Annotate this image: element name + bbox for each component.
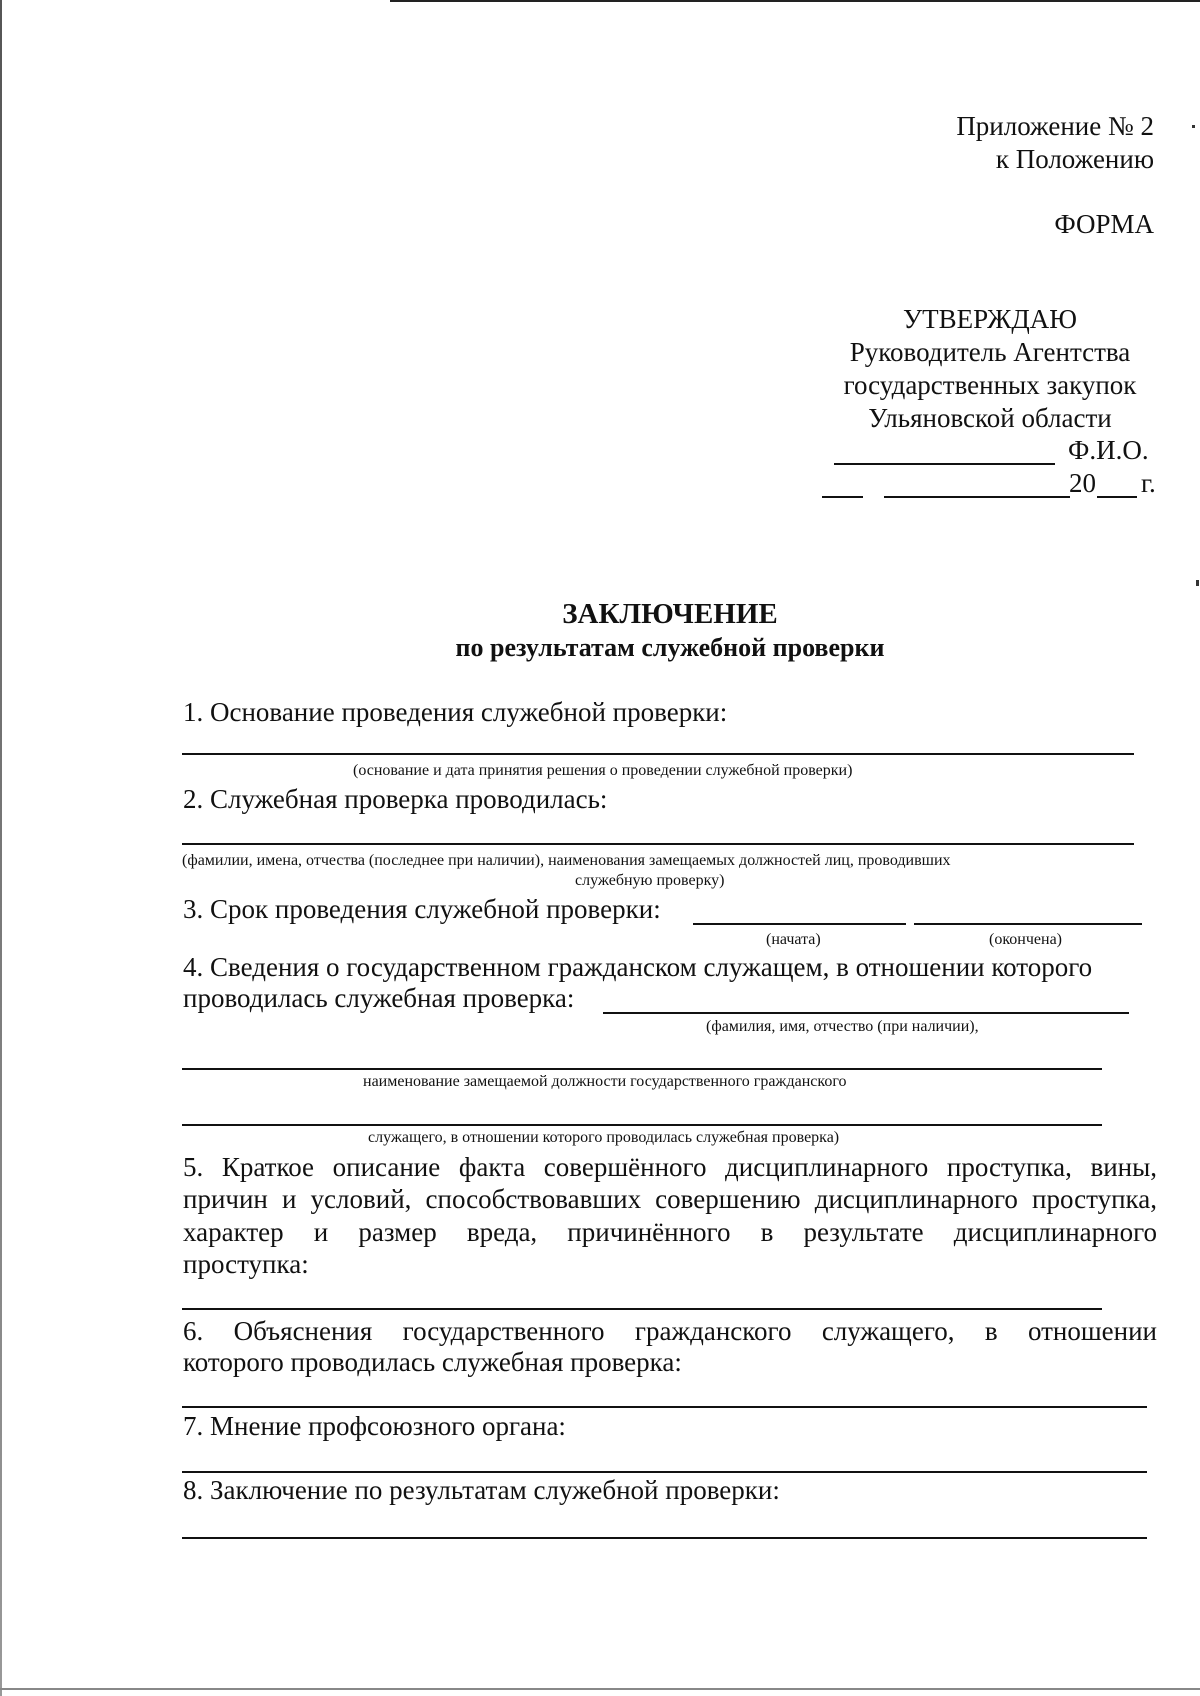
- item-5-label-b: причин и условий, способствовавших совершению дисциплинарного проступка,: [183, 1184, 1157, 1214]
- item-5-line: [182, 1308, 1102, 1310]
- approval-position-line1: Руководитель Агентства: [849, 337, 1131, 367]
- item-2-hint-a: (фамилии, имена, отчества (последнее при наличии), наименования замещаемых должностей лиц, проводивших: [182, 852, 951, 869]
- scan-edge-top: [390, 0, 1200, 2]
- item-3-start-line: [693, 923, 906, 925]
- item-6-label-a: 6. Объяснения государственного гражданского служащего, в отношении: [183, 1316, 1157, 1346]
- item-1-line: [182, 753, 1134, 755]
- scan-edge-left: [0, 0, 2, 1696]
- appendix-label: Приложение № 2: [956, 111, 1154, 141]
- date-year-prefix: 20: [1069, 468, 1096, 498]
- approval-position-line3: Ульяновской области: [868, 403, 1112, 433]
- document-title: ЗАКЛЮЧЕНИЕ: [562, 598, 778, 630]
- form-label: ФОРМА: [1054, 209, 1154, 239]
- scan-speck: [1192, 125, 1195, 128]
- item-2-hint-b: служебную проверку): [575, 872, 725, 889]
- date-year-line: [1097, 496, 1137, 498]
- item-1-label: 1. Основание проведения служебной проверки:: [183, 697, 728, 727]
- item-5-label-a: 5. Краткое описание факта совершённого дисциплинарного проступка, вины,: [183, 1152, 1157, 1182]
- item-4-hint-a: (фамилия, имя, отчество (при наличии),: [706, 1018, 979, 1035]
- item-4-label-b: проводилась служебная проверка:: [183, 983, 575, 1013]
- item-6-line: [182, 1406, 1147, 1408]
- item-3-label: 3. Срок проведения служебной проверки:: [183, 894, 661, 924]
- item-4-hint-b: наименование замещаемой должности государственного гражданского: [363, 1073, 847, 1090]
- item-1-hint: (основание и дата принятия решения о проведении служебной проверки): [353, 762, 853, 779]
- item-7-label: 7. Мнение профсоюзного органа:: [183, 1411, 566, 1441]
- item-8-line: [182, 1537, 1147, 1539]
- signature-line: [834, 463, 1055, 465]
- item-7-line: [182, 1471, 1147, 1473]
- approve-heading: УТВЕРЖДАЮ: [902, 304, 1078, 334]
- scan-edge-bottom: [0, 1688, 1200, 1690]
- item-3-end-hint: (окончена): [989, 931, 1062, 948]
- approval-fio: Ф.И.О.: [1068, 435, 1149, 465]
- item-4-hint-c: служащего, в отношении которого проводилась служебная проверка): [368, 1129, 840, 1146]
- item-2-line: [182, 843, 1134, 845]
- regulation-label: к Положению: [995, 144, 1154, 174]
- item-4-line-1: [603, 1012, 1129, 1014]
- date-month-line: [884, 496, 1070, 498]
- item-4-line-2: [182, 1068, 1102, 1070]
- scan-speck: [1196, 580, 1199, 586]
- item-6-label-b: которого проводилась служебная проверка:: [183, 1347, 682, 1377]
- item-2-label: 2. Служебная проверка проводилась:: [183, 784, 608, 814]
- date-year-suffix: г.: [1141, 468, 1156, 498]
- item-4-label-a: 4. Сведения о государственном гражданском служащем, в отношении которого: [183, 952, 1093, 982]
- item-4-line-3: [182, 1124, 1102, 1126]
- approval-position-line2: государственных закупок: [843, 370, 1137, 400]
- item-3-end-line: [914, 923, 1142, 925]
- item-8-label: 8. Заключение по результатам служебной проверки:: [183, 1475, 780, 1505]
- item-3-start-hint: (начата): [766, 931, 821, 948]
- item-5-label-c: характер и размер вреда, причинённого в результате дисциплинарного: [183, 1217, 1157, 1247]
- item-5-label-d: проступка:: [183, 1249, 309, 1279]
- document-subtitle: по результатам служебной проверки: [455, 633, 885, 662]
- date-day-line: [822, 496, 863, 498]
